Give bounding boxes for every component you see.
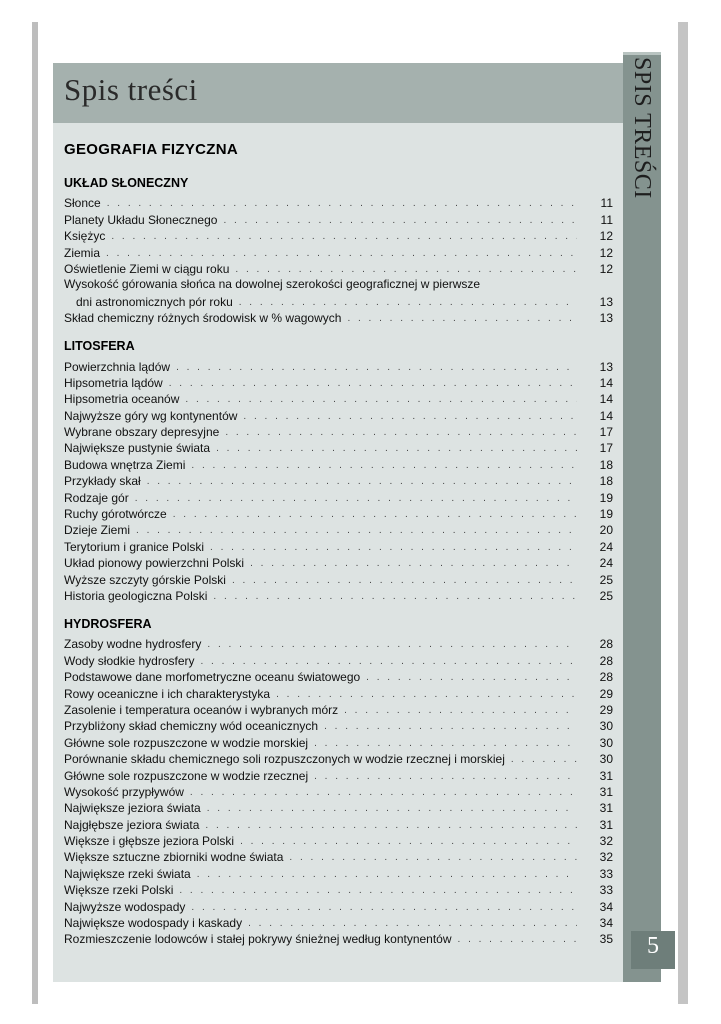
toc-entry-page: 12 [599,245,613,260]
toc-entry-label: Większe i głębsze jeziora Polski [64,834,235,849]
toc-entry-label: dni astronomicznych pór roku [76,294,233,309]
dot-leader [111,231,577,243]
toc-entry-label: Najwyższe góry wg kontynentów [64,408,238,423]
toc-entry-label: Budowa wnętrza Ziemi [64,457,186,472]
dot-leader [191,902,577,914]
dot-leader [239,297,577,309]
toc-entry[interactable] [64,897,613,913]
dot-leader [289,852,577,864]
toc-entry[interactable] [64,292,613,308]
toc-entry-label: Zasoby wodne hydrosfery [64,637,202,652]
dot-leader [243,411,577,423]
toc-entry-page: 13 [599,359,613,374]
toc-entry[interactable] [64,455,613,471]
toc-entry-page: 14 [599,375,613,390]
dot-leader [248,918,577,930]
toc-entry-page: 14 [599,408,613,423]
toc-entry[interactable] [64,374,613,390]
toc-entry-label: Słonce [64,196,101,211]
toc-entry-page: 33 [599,883,613,898]
toc-entry-label: Oświetlenie Ziemi w ciągu roku [64,261,230,276]
toc-entry-label: Księżyc [64,229,106,244]
toc-entry-page: 19 [599,490,613,505]
toc-group-title: HYDROSFERA [64,616,152,631]
toc-entry[interactable] [64,554,613,570]
toc-entry[interactable] [64,750,613,766]
dot-leader [185,394,577,406]
toc-entry-label: Wysokość przypływów [64,784,184,799]
toc-entry[interactable] [64,766,613,782]
toc-entry-page: 30 [599,752,613,767]
toc-entry-label: Układ pionowy powierzchni Polski [64,556,245,571]
toc-entry-page: 31 [599,817,613,832]
toc-entry[interactable] [64,635,613,651]
toc-entry-page: 25 [599,588,613,603]
dot-leader [191,460,577,472]
toc-group [64,176,613,325]
toc-entry-label: Skład chemiczny różnych środowisk w % wagowych [64,311,342,326]
toc-entry-label: Rodzaje gór [64,490,129,505]
toc-entry-page: 11 [600,196,613,211]
toc-entry-label: Zasolenie i temperatura oceanów i wybranych mórz [64,702,339,717]
toc-entry[interactable] [64,717,613,733]
toc-entry-label: Większe rzeki Polski [64,883,174,898]
dot-leader [176,362,577,374]
toc-entry[interactable] [64,260,613,276]
toc-entry-page: 31 [599,784,613,799]
toc-entry-page: 24 [599,539,613,554]
toc-entry-label: Największe wodospady i kaskady [64,916,243,931]
toc-entry[interactable] [64,733,613,749]
toc-entry[interactable] [64,914,613,930]
toc-entry-page: 17 [599,441,613,456]
toc-group-title: UKŁAD SŁONECZNY [64,176,189,190]
toc-entry-label: Główne sole rozpuszczone w wodzie rzecznej [64,768,309,783]
toc-entry-page: 31 [599,801,613,816]
dot-leader [235,264,577,276]
toc-entry-label: Największe pustynie świata [64,441,211,456]
toc-entry[interactable] [64,587,613,603]
section-title: GEOGRAFIA FIZYCZNA [64,141,239,158]
dot-leader [135,493,577,505]
toc-entry[interactable] [64,390,613,406]
toc-entry[interactable] [64,668,613,684]
dot-leader [314,738,577,750]
toc-entry-label: Przybliżony skład chemiczny wód oceanicznych [64,719,319,734]
dot-leader [210,542,577,554]
scan-edge-right [678,22,688,1004]
dot-leader [276,689,577,701]
toc-entry[interactable] [64,684,613,700]
toc-entry-page: 17 [599,425,613,440]
toc-entry-page: 12 [599,229,613,244]
toc-entry[interactable] [64,881,613,897]
dot-leader [344,705,577,717]
dot-leader [201,656,578,668]
dot-leader [225,427,577,439]
toc-entry-page: 13 [599,294,613,309]
dot-leader [223,215,577,227]
toc-entry-page: 25 [599,572,613,587]
dot-leader [179,885,577,897]
toc-entry-page: 32 [599,850,613,865]
toc-entry[interactable] [64,783,613,799]
toc-entry-page: 28 [599,653,613,668]
toc-entry-label: Rowy oceaniczne i ich charakterystyka [64,686,271,701]
toc-entry[interactable] [64,521,613,537]
dot-leader [213,591,577,603]
toc-entry[interactable] [64,701,613,717]
page-number: 5 [647,933,659,959]
toc-entry[interactable] [64,472,613,488]
toc-entry-label: Terytorium i granice Polski [64,539,205,554]
toc-entry[interactable] [64,651,613,667]
toc-entry-page: 18 [599,457,613,472]
toc-entry-label: Najwyższe wodospady [64,899,186,914]
toc-entry[interactable] [64,570,613,586]
dot-leader [136,525,577,537]
dot-leader [169,378,577,390]
toc-entry[interactable] [64,537,613,553]
toc-entry-page: 29 [599,686,613,701]
toc-entry-page: 33 [599,866,613,881]
toc-entry[interactable] [64,194,613,210]
toc-entry-label: Wybrane obszary depresyjne [64,425,220,440]
toc-entry-page: 32 [599,834,613,849]
toc-entry-label: Wyższe szczyty górskie Polski [64,572,226,587]
toc-entry-label: Hipsometria lądów [64,375,163,390]
toc-entry-page: 12 [599,261,613,276]
dot-leader [173,509,577,521]
dot-leader [207,803,577,815]
toc-entry[interactable] [64,864,613,880]
toc-entry-label: Przykłady skał [64,474,141,489]
toc-entry-label: Hipsometria oceanów [64,392,180,407]
toc-entry-page: 20 [599,523,613,538]
toc-entry[interactable] [64,309,613,325]
toc-entry-label: Ziemia [64,245,101,260]
dot-leader [458,934,577,946]
toc-entry-label: Podstawowe dane morfometryczne oceanu światowego [64,670,361,685]
toc-entry-label: Historia geologiczna Polski [64,588,208,603]
toc-entry-page: 29 [599,702,613,717]
toc-entry-label: Dzieje Ziemi [64,523,131,538]
toc-entry-label: Największe jeziora świata [64,801,201,816]
dot-leader [205,820,577,832]
toc-entry-label: Porównanie składu chemicznego soli rozpuszczonych w wodzie rzecznej i morskiej [64,752,505,767]
toc-entry-label: Powierzchnia lądów [64,359,171,374]
toc-entry-page: 31 [599,768,613,783]
toc-entry[interactable] [64,423,613,439]
toc-entry-label: Ruchy górotwórcze [64,507,167,522]
dot-leader [197,869,577,881]
toc-entry-page: 24 [599,556,613,571]
toc-entry-label: Główne sole rozpuszczone w wodzie morskiej [64,735,309,750]
toc-group-title: LITOSFERA [64,339,135,354]
toc-entry-label: Większe sztuczne zbiorniki wodne świata [64,850,284,865]
toc-entry[interactable] [64,227,613,243]
dot-leader [314,771,577,783]
toc-entry-page: 35 [599,932,613,947]
dot-leader [347,313,577,325]
toc-entry-page: 28 [599,670,613,685]
toc-entry[interactable] [64,243,613,259]
dot-leader [207,639,577,651]
toc-entry[interactable] [64,406,613,422]
side-tab-label: SPIS TREŚCI [629,57,655,199]
dot-leader [511,754,577,766]
toc-entry[interactable] [64,505,613,521]
toc-entry-page: 28 [599,637,613,652]
toc-entry-page: 30 [599,735,613,750]
toc-entry-label: Rozmieszczenie lodowców i stałej pokrywy śnieżnej według kontynentów [64,932,452,947]
toc-entry-page: 14 [599,392,613,407]
toc-entry-page: 11 [600,212,613,227]
toc-entry[interactable] [64,439,613,455]
toc-group [64,617,613,946]
toc-entry[interactable] [64,210,613,226]
toc-entry[interactable] [64,488,613,504]
toc-entry-label: Najgłębsze jeziora świata [64,817,200,832]
toc-entry-label: Wody słodkie hydrosfery [64,653,195,668]
toc-entry-label-line: Wysokość górowania słońca na dowolnej szerokości geograficznej w pierwsze [64,276,481,291]
toc-entry-page: 34 [599,916,613,931]
toc-entry[interactable] [64,815,613,831]
dot-leader [366,672,577,684]
toc-entry-page: 30 [599,719,613,734]
toc-entry-page: 34 [599,899,613,914]
dot-leader [106,248,577,260]
dot-leader [190,787,577,799]
dot-leader [147,476,577,488]
toc-entry-label: Planety Układu Słonecznego [64,212,218,227]
toc-entry-page: 19 [599,507,613,522]
dot-leader [240,836,577,848]
table-of-contents [64,176,613,946]
toc-entry[interactable] [64,357,613,373]
toc-group [64,339,613,603]
toc-entry[interactable] [64,832,613,848]
dot-leader [216,443,577,455]
toc-entry-label: Największe rzeki świata [64,866,191,881]
toc-entry[interactable] [64,930,613,946]
toc-entry-page: 13 [599,311,613,326]
toc-entry[interactable] [64,848,613,864]
dot-leader [232,575,577,587]
toc-entry[interactable] [64,799,613,815]
toc-entry-page: 18 [599,474,613,489]
page-title: Spis treści [64,72,198,107]
dot-leader [107,198,577,210]
dot-leader [324,721,577,733]
dot-leader [250,558,577,570]
